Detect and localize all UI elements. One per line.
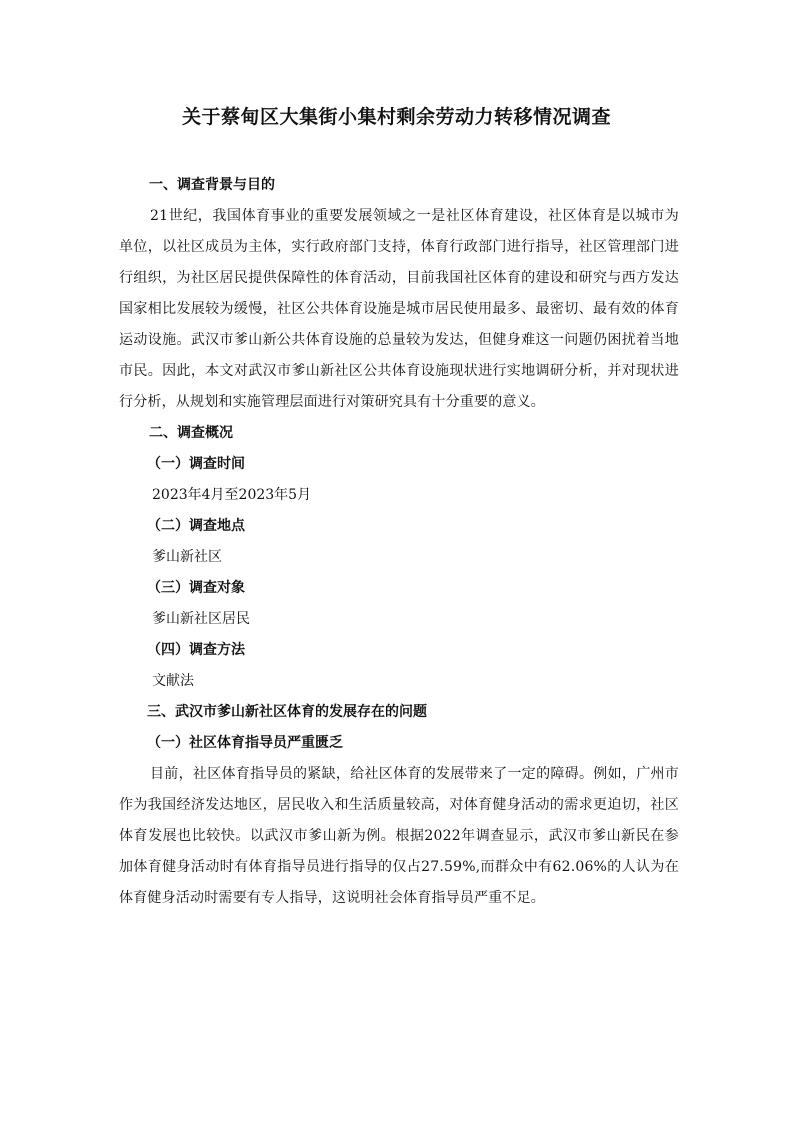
section1-heading: 一、调查背景与目的 bbox=[149, 177, 275, 193]
section2-sub4-heading: （四）调查方法 bbox=[147, 642, 245, 658]
section2-sub1-heading: （一）调查时间 bbox=[147, 456, 245, 472]
section2-sub2-heading: （二）调查地点 bbox=[147, 518, 245, 534]
section3-heading: 三、武汉市爹山新社区体育的发展存在的问题 bbox=[147, 704, 427, 720]
survey-method: 文献法 bbox=[152, 673, 194, 689]
section3-sub1-paragraph: 目前，社区体育指导员的紧缺，给社区体育的发展带来了一定的障碍。例如，广州市作为我国经济发达地区，居民收入和生活质量较高，对体育健身活动的需求更迫切，社区体育发展也比较快。以武汉市爹山新为例。根据2022年调查显示，武汉市爹山新民在参加体育健身活动时有体育指导员进行指导的仅占27.59%,而群众中有62.06%的人认为在体育健身活动时需要有专人指导，这说明社会体育指导员严重不足。 bbox=[119, 766, 679, 906]
section2-sub3-heading: （三）调查对象 bbox=[147, 580, 245, 596]
survey-time: 2023年4月至2023年5月 bbox=[152, 487, 312, 503]
document-title: 关于蔡甸区大集街小集村剩余劳动力转移情况调查 bbox=[181, 106, 611, 128]
section2-heading: 二、调查概况 bbox=[149, 425, 233, 441]
document-body bbox=[119, 170, 679, 914]
section1-paragraph: 21世纪，我国体育事业的重要发展领域之一是社区体育建设，社区体育是以城市为单位，以社区成员为主体，实行政府部门支持，体育行政部门进行指导，社区管理部门进行组织，为社区居民提供保障性的体育活动，目前我国社区体育的建设和研究与西方发达国家相比发展较为缓慢，社区公共体育设施是城市居民使用最多、最密切、最有效的体育运动设施。武汉市爹山新公共体育设施的总量较为发达，但健身难这一问题仍困扰着当地市民。因此，本文对武汉市爹山新社区公共体育设施现状进行实地调研分析，并对现状进行分析，从规划和实施管理层面进行对策研究具有十分重要的意义。 bbox=[119, 208, 679, 410]
survey-location: 爹山新社区 bbox=[152, 549, 222, 565]
section3-sub1-heading: （一）社区体育指导员严重匮乏 bbox=[147, 735, 343, 751]
survey-subject: 爹山新社区居民 bbox=[152, 611, 250, 627]
